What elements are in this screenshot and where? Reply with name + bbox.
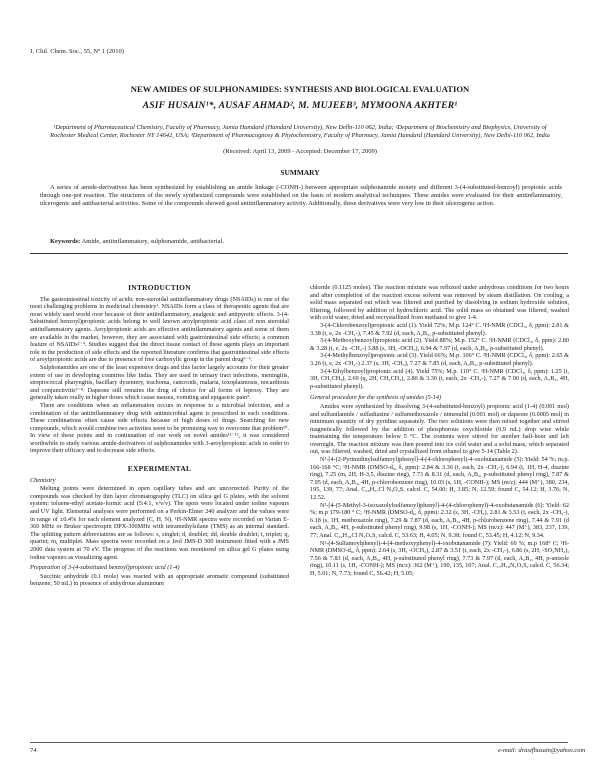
right-column (310, 284, 569, 578)
corresponding-email: e-mail: drasifhusain@yahoo.com (498, 747, 586, 754)
summary-text: A series of amide-derivatives has been synthesized by establishing an amide linkage (-CONH-) between appropriate sulphonamide moiety and different 3-(4-substituted-benzoyl) propionic acids through one-pot reaction. The structures of the newly synthesized compounds were established on the basis of modern analytical techniques. These amides were evaluated for their antiinflammatory, ulcerogenic and antibacterial activities. Some of the compounds showed good antiinflammatory activity. Additionally, these derivatives were very low in their ulcerogenic action. (40, 184, 562, 207)
chemistry-heading: Chemistry (30, 476, 56, 484)
page-number: 74 (30, 747, 37, 754)
general-procedure-heading: General procedure for the synthesis of amides (5-14) (310, 394, 442, 402)
preparation-paragraph: Succinic anhydride (0.1 mole) was reacted with an appropriate aromatic compound (substituted benzene; 50 mL) in presence of anhydrous aluminium (30, 572, 289, 588)
journal-header: J. Chil. Chem. Soc., 55, Nº 1 (2010) (30, 48, 124, 55)
chemistry-paragraph: Melting points were determined in open capillary tubes and are uncorrected. Purity of the compounds was checked by thin layer chromatography (TLC) on silica gel G plates, with the solvent system: toluene-ethyl acetate-formic acid (5:4:1, v/v/v). The spots were located under iodine vapours and UV light. Elemental analyses were performed on a Perkin-Elmer 240 analyzer and the values were in range of ±0.4% for each element analyzed (C, H, N). ¹H-NMR spectra were recorded on Varian E-360 MHz or Bruker spectrospin DPX-300MHz with tetramethylsilane (TMS) as an internal standard. The splitting pattern abbreviations are as follows: s, singlet; d, doublet; dd, double doublet; t, triplet; q, quartet; m, multiplet. Mass spectra were recorded on a Jeol JMS-D 300 instrument fitted with a JMS 2000 data system at 70 eV. The progress of the reactions was monitored on silica gel G plates using iodine vapours as visualizing agent. (30, 485, 289, 561)
received-dates: (Received: April 13, 2009 - Accepted: December 17, 2009) (223, 148, 377, 155)
intro-paragraph-1: The gastrointestinal toxicity of acidic non-steroidal antiinflammatory drugs (NSAIDs) is one of the most challenging problems in medicinal chemistry¹. NSAIDs form a class of therapeutic agents that are most widely used world over because of their antiinflammatory, analgesic and antipyretic effects. 3-(4-Substituted benzoyl)propionic acids belong to well known aroylpropionic acid class of non steroidal antiinflammatory agents. Aroylpropionic acids are effective antiinflammatory agents and some of them are available in the market, however, they are associated with gastrointestinal side effects; a common feature of NSAIDs²⁻⁴. Studies suggest that the direct tissue contact of these agents plays an important role in the production of side effects and the reported literature confirms that gastrointestinal side effects of aroylpropionic acids are due to presence of free carboxylic group in the parent drug⁵⁻⁶. (30, 295, 289, 364)
left-column (30, 284, 289, 588)
introduction-heading: INTRODUCTION (128, 283, 191, 292)
procedure-continued: chloride (0.1125 moles). The reaction mixture was refluxed under anhydrous conditions for two hours and after completion of the reaction excess solvent was removed by steam distillation. On cooling, a solid mass separated out which was filtered and purified by dissolving in sodium hydroxide solution, filtering, followed by addition of hydrochloric acid. The solid mass so obtained was filtered, washed with cold water, dried and recrystallized from methanol to give 1-4. (310, 284, 569, 322)
compound-5: N¹-[4-(2-Pyrimidinylsulfamoyl)phenyl]-4-(4-chlorophenyl)-4-oxobutanamide (5): Yield: 54 %; m.p. 166-168 °C; ¹H-NMR (DMSO-d₆, δ, ppm): 2.84 & 3.36 (t, each, 2x -CH₂-), 6.94 (t, 1H, H-4, diazine ring), 7.25 (m, 2H, H-3,5, diazine ring), 7.73 & 8.31 (d, each, A₂B₂, p-substituted phenyl ring), 7.87 & 7.95 (d, each, A₂B₂, 4H, p-chlorobenzene ring), 10.03 (s, 1H, -CONH-); MS (m/z): 444 (M⁺), 380, 234, 195, 139, 77; Anal. C₂₀H₁₇Cl N₄O₄S, calcd. C, 54.00; H, 3.85; N, 12.59; found C, 54.12; H, 3.76; N, 12.52. (310, 456, 569, 502)
keywords-label: Keywords: (50, 238, 81, 245)
keywords-line (50, 238, 224, 245)
paper-title: NEW AMIDES OF SULPHONAMIDES: SYNTHESIS AND BIOLOGICAL EVALUATION (130, 84, 470, 94)
compound-2: 3-(4-Methoxybenzoyl)propionic acid (2). Yield 88%; M.p. 152° C. ¹H-NMR (CDCl₃, δ, ppm): 2.80 & 3.28 (t, e, 2x -CH₂-) 3.88 (s, 3H, -OCH₃), 6.94 & 7.97 (d, each, A₂B₂, p-substituted phenyl). (310, 337, 569, 352)
footer-divider (30, 742, 568, 743)
experimental-heading: EXPERIMENTAL (127, 464, 192, 474)
compound-4: 3-(4-Ethylbenzoyl)propionic acid (4). Yield 75%; M.p. 110° C. ¹H-NMR (CDCl₃, δ, ppm): 1.25 (t, 3H, CH₂CH₃), 2.69 (q, 2H, CH₂CH₃), 2.80 & 3.30 (t, each, 2x -CH₂-), 7.27 & 7.90 (d, each, A₂B₂, 4H, p-substituted phenyl). (310, 367, 569, 390)
affiliations: ¹Department of Pharmaceutical Chemistry, Faculty of Pharmacy, Jamia Hamdard (Hamdard University), New Delhi-110 062, India; ²Department of Biochemistry and Biophysics, University of Rochester Medical Center, Rochester NY 14642, USA; ³Department of Pharmacognosy & Phytochemistry, Faculty of Pharmacy, Jamia Hamdard (Hamdard University), New Delhi-110 062, India (50, 124, 550, 140)
compound-3: 3-(4-Methylbenzoyl)propionic acid (3). Yield 66%; M.p. 106° C. ¹H-NMR (CDCl₃, δ, ppm): 2.65 & 3.26 (t, e, 2x -CH₂-) 2.37 (s, 3H, -CH₃), 7.27 & 7.85 (d, each, A₂B₂, p-substituted phenyl). (310, 352, 569, 367)
intro-paragraph-3: There are conditions when an inflammation occurs in response to a microbial infection, and a combination of the antiinflammatory drug with antimicrobial agent is prescribed in such conditions. These combinations often cause side effects because of high doses of drugs. Searching for new compounds, which would combine two activities seem to be promising way to overcome that problem¹⁰. In view of these points and in continuation of our work on novel amides¹¹⁻¹², it was considered worthwhile to study various amide-derivatives of sulphonamides with 3-aroylpropionic acids in order to improve their efficacy and to decrease side effects. (30, 401, 290, 455)
preparation-heading: Preparation of 3-(4-substituted benzoyl)propionic acid (1-4) (30, 564, 180, 572)
compound-1: 3-(4-Chlorobenzoyl)propionic acid (1). Yield 72%; M.p. 124° C. ¹H-NMR (CDCl₃, δ, ppm): 2.81 & 3.38 (t, e, 2x -CH₂-), 7.45 & 7.92 (d, each, A₂B₂, p-substituted phenyl). (310, 321, 569, 337)
author-list: ASIF HUSAIN¹*, AUSAF AHMAD², M. MUJEEB³, MYMOONA AKHTER¹ (142, 100, 458, 111)
general-procedure-paragraph: Amides were synthesized by dissolving 3-(4-substituted-benzoyl) propionic acid (1-4) (0.001 mol) and sulfanilamide / sulfadiazine / sulfamethoxazole / nimesulid (0.001 mol) or dapsone (0.0005 mol) in minimum quantity of dry pyridine separately. The two solutions were then mixed together and stirred magnetically followed by the addition of phosphorous oxychloride (0.9 mL) drop wise while maintaining the temperature below 5 °C. The contents were stirred for another half-hour and left overnight. The reaction mixture was then poured into ice cold water and a solid mass, which separated out, was filtered, washed, dried and crystallized from ethanol to give 5-14 (Table 2). (310, 402, 569, 456)
summary-heading: SUMMARY (280, 168, 320, 177)
intro-paragraph-2: Sulphonamides are one of the least expensive drugs and this factor largely accounts for their greater extent of use in developing countries like India. They are used in urinary tract infections, meningitis, streptococcal pharyngitis, bacillary dysentery, trachoma, cancroids, malaria, toxoplasmosis, nocardiosis and conjunctivitis⁷⁻⁸. Dapsone still remains the drug of choice for all forms of leprosy. They are generally taken orally in higher doses which cause nausea, vomiting and epigastric pain⁹. (30, 363, 289, 402)
keywords-text: Amide, antiinflammatory, sulphonamide, antibacterial. (80, 238, 224, 245)
section-divider (30, 253, 568, 254)
compound-6: N¹-[4-(5-Methyl-3-isoxazolylsulfamoyl)phenyl]-4-(4-chlorophenyl)-4-oxobutanamide (6): Yield: 62 %; m.p 179-180 ° C; ¹H-NMR (DMSO-d₆, δ, ppm): 2.32 (s, 3H, -CH₃), 2.81 & 3.53 (t, each, 2x -CH₂-), 6.18 (s, 1H, methoxazole ring), 7.29 & 7.87 (d, each, A₂B₂, 4H, p-chlorobenzene ring), 7.44 & 7.91 (d each, A₂B₂, 4H, p-substituted phenyl ring), 9.98 (s, 1H, -CONH-); MS (m/z): 447 (M⁺), 383, 237, 139, 77; Anal. C₂₀H₁₈Cl N₃O₅S, calcd. C, 53.63; H, 4.05; N, 9.38; found C, 53.45; H, 4.12; N, 9.34. (310, 501, 569, 539)
compound-7: N¹-(4-Sulfamoylphenyl)-4-(4-methoxyphenyl)-4-oxobutanamide (7): Yield: 60 %; m.p 168° C; ¹H-NMR (DMSO-d₆, δ, ppm): 2.64 (s, 3H, -OCH₃), 2.87 & 3.51 (t, each, 2x -CH₂-), 6.86 (s, 2H, -SO₂NH₂), 7.56 & 7.83 (d, each, A₂B₂, 4H, p-substituted phenyl ring), 7.73 & 7.97 (d, each, A₂B₂, 4H, p-anisole ring), 10.11 (s, 1H, -CONH-); MS (m/z): 362 (M⁺), 190, 135, 107; Anal. C₁₇H₁₈N₂O₅S, calcd. C, 56.34; H, 5.01; N, 7.73; found C, 56.42; H, 5.05; (310, 539, 569, 577)
